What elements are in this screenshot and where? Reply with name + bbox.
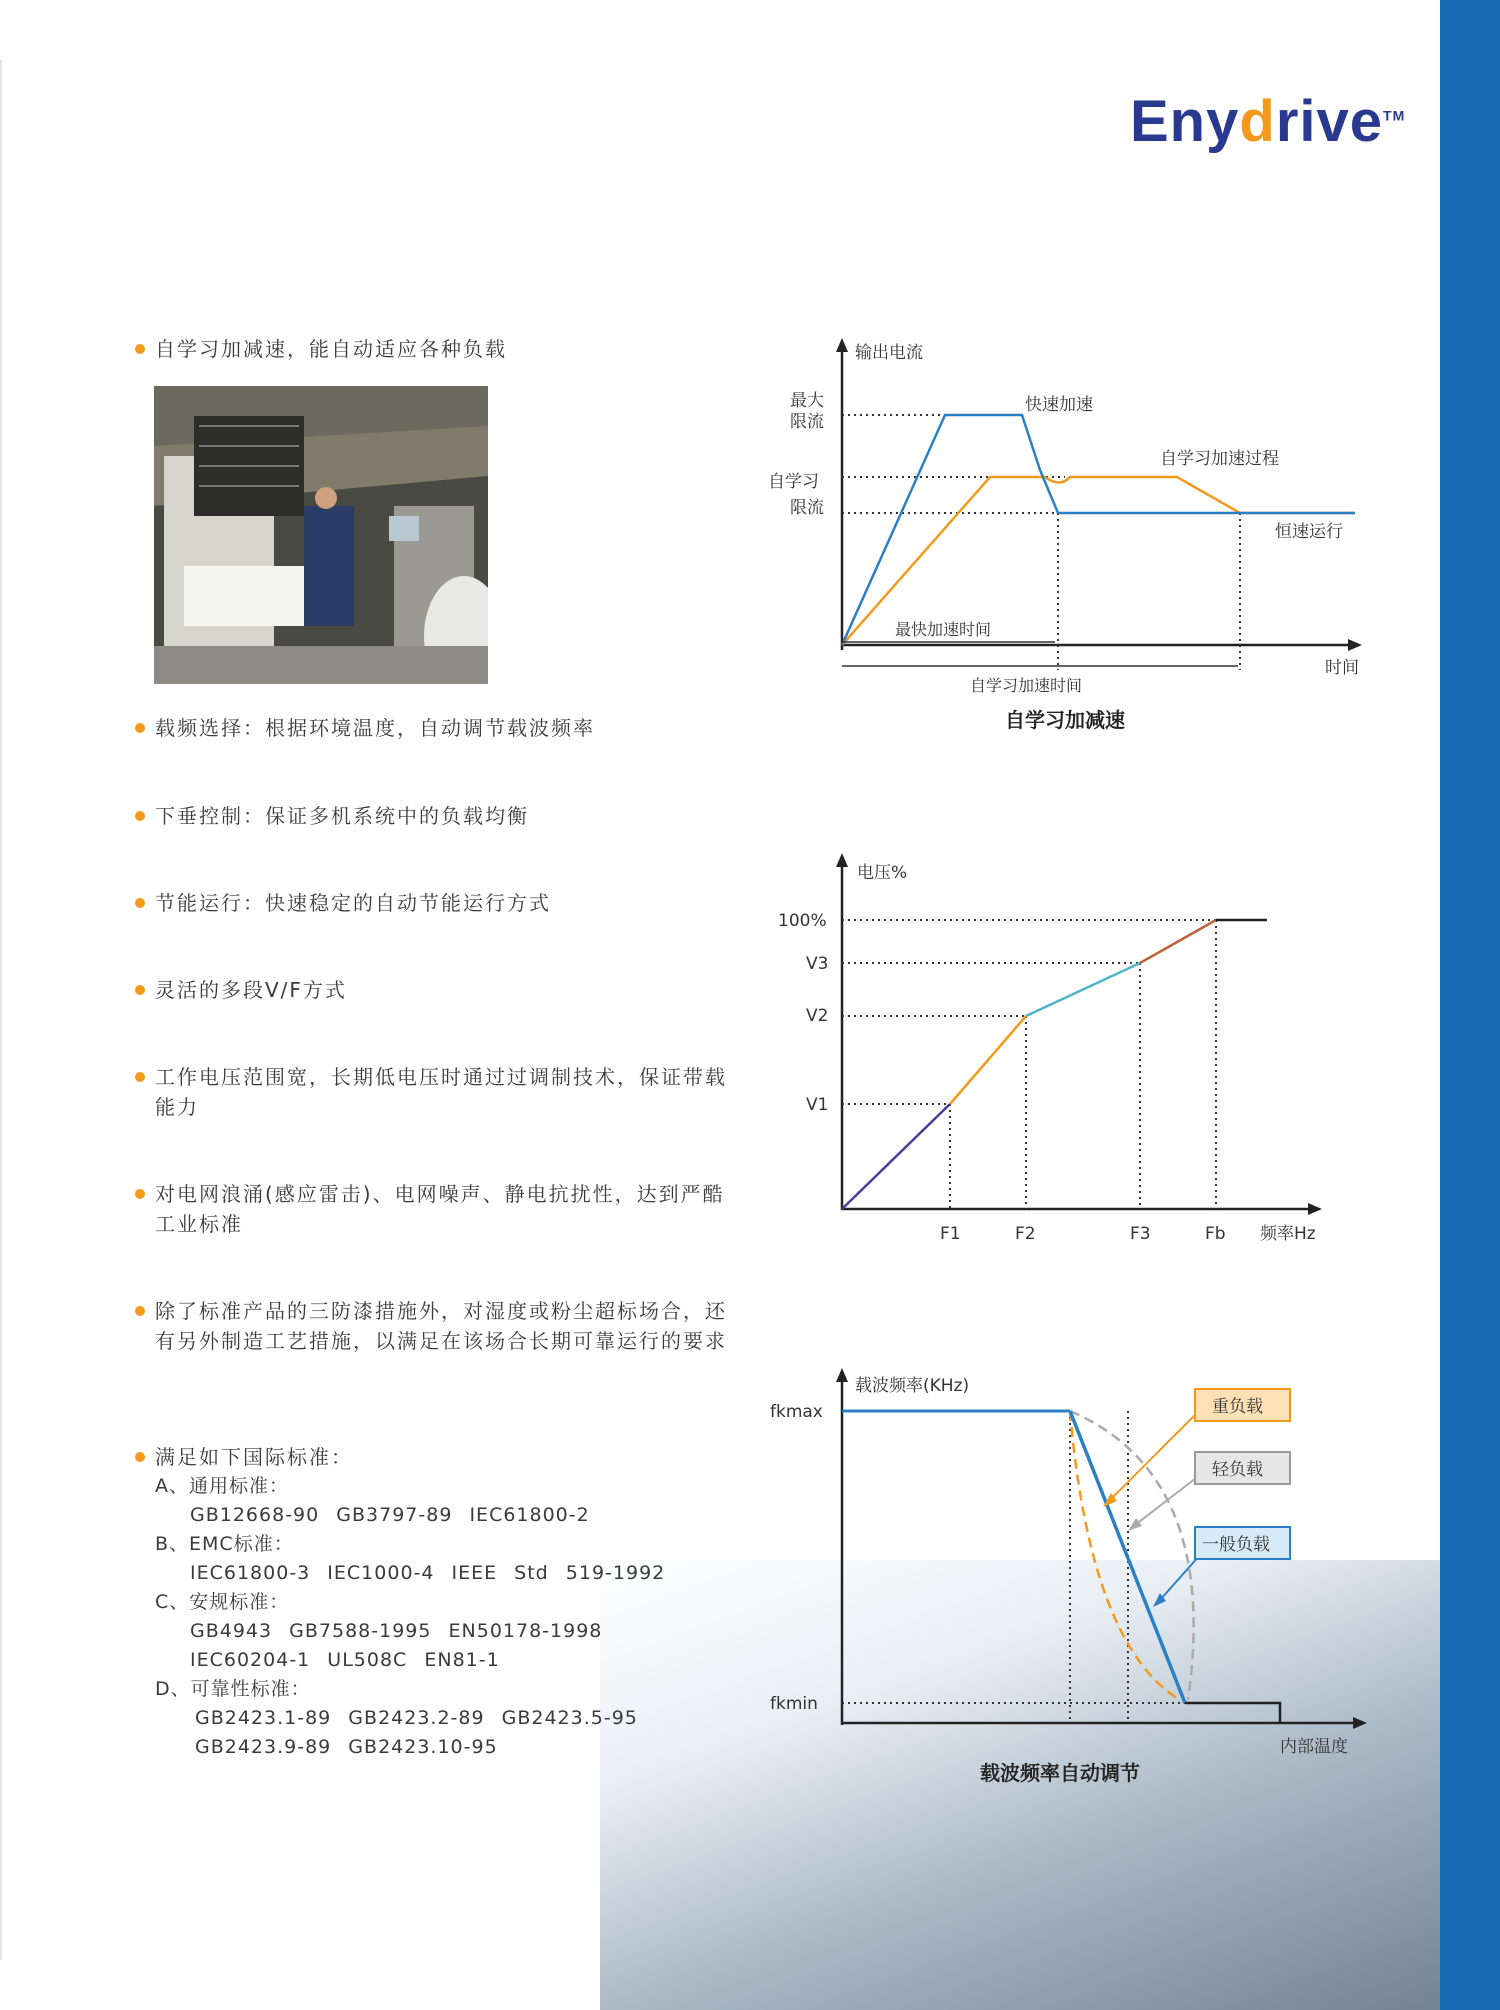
chart-carrier-frequency (750, 1355, 1390, 1795)
bullet-dot (135, 811, 145, 821)
bullet-dot (135, 344, 145, 354)
self-time-label: 自学习加速时间 (970, 676, 1083, 695)
vf-segment-1 (842, 1104, 950, 1209)
self-limit-label: 限流 (790, 498, 824, 518)
light-pointer-arrow (1128, 1518, 1142, 1531)
x-axis-label: 频率Hz (1260, 1224, 1316, 1244)
blue-side-band (1440, 0, 1500, 2010)
bullet-dot (135, 1189, 145, 1199)
light-pointer (1135, 1475, 1200, 1525)
vf-guides (842, 920, 1216, 1209)
vf-segment-4 (1140, 920, 1216, 963)
light-load-label: 轻负载 (1212, 1460, 1263, 1480)
bullet-dot (135, 1452, 145, 1462)
y-axis-label: 输出电流 (855, 343, 923, 363)
y-tick-v3: V3 (806, 954, 829, 974)
standard-label-a: A、通用标准： (155, 1475, 289, 1497)
y-axis-arrow (836, 853, 848, 867)
x-axis-label: 时间 (1325, 658, 1359, 678)
self-limit-label: 自学习 (768, 472, 819, 492)
feature-item: 节能运行：快速稳定的自动节能运行方式 (135, 888, 735, 918)
x-axis-label: 内部温度 (1280, 1737, 1348, 1757)
x-tick-f1: F1 (940, 1224, 961, 1244)
chart-self-learning-accel (750, 330, 1390, 740)
standard-values-d2: GB2423.9-89 GB2423.10-95 (195, 1736, 498, 1758)
fkmax-label: fkmax (770, 1402, 823, 1422)
standard-values-b: IEC61800-3 IEC1000-4 IEEE Std 519-1992 (190, 1562, 666, 1584)
chart-vf-curve (750, 840, 1350, 1250)
feature-item: 满足如下国际标准： (135, 1442, 735, 1472)
standard-values-c1: GB4943 GB7588-1995 EN50178-1998 (190, 1620, 603, 1642)
max-limit-label: 最大 (790, 391, 824, 411)
fkmin-label: fkmin (770, 1694, 818, 1714)
standard-label-b: B、EMC标准： (155, 1533, 294, 1555)
feature-item: 自学习加减速，能自动适应各种负载 (135, 334, 735, 364)
standard-values-a: GB12668-90 GB3797-89 IEC61800-2 (190, 1504, 590, 1526)
x-tick-f2: F2 (1015, 1224, 1036, 1244)
y-tick-v1: V1 (806, 1095, 829, 1115)
normal-pointer (1160, 1555, 1200, 1600)
fastest-time-label: 最快加速时间 (895, 620, 992, 639)
fkmin-line (1185, 1703, 1280, 1723)
y-tick-100: 100% (778, 911, 827, 931)
page-left-rule (0, 60, 2, 1960)
y-axis-label: 载波频率(KHz) (855, 1376, 970, 1396)
normal-load-label: 一般负载 (1202, 1535, 1270, 1555)
y-axis-arrow (836, 1368, 848, 1382)
max-limit-label: 限流 (790, 412, 824, 432)
feature-item: 除了标准产品的三防漆措施外，对湿度或粉尘超标场合，还有另外制造工艺措施，以满足在该场合长期可靠运行的要求 (135, 1296, 735, 1356)
feature-item: 灵活的多段V/F方式 (135, 975, 735, 1005)
enydrive-logo: Enydrive™ (1130, 89, 1406, 154)
bullet-dot (135, 985, 145, 995)
bullet-dot (135, 1306, 145, 1316)
self-accel-label: 自学习加速过程 (1160, 449, 1279, 469)
standards-list (155, 1472, 665, 1762)
y-tick-v2: V2 (806, 1006, 829, 1026)
chart3-title: 载波频率自动调节 (980, 1761, 1140, 1785)
bullet-dot (135, 1072, 145, 1082)
vf-segment-2 (950, 1016, 1026, 1104)
y-axis-arrow (836, 338, 848, 352)
standard-values-c2: IEC60204-1 UL508C EN81-1 (190, 1649, 500, 1671)
vf-segment-3 (1026, 963, 1140, 1016)
standard-label-d: D、可靠性标准： (155, 1678, 311, 1700)
feature-item: 下垂控制：保证多机系统中的负载均衡 (135, 801, 735, 831)
bullet-dot (135, 723, 145, 733)
standard-values-d1: GB2423.1-89 GB2423.2-89 GB2423.5-95 (195, 1707, 638, 1729)
feature-item: 载频选择：根据环境温度，自动调节载波频率 (135, 713, 735, 743)
carrier-guides (842, 1411, 1185, 1723)
bullet-dot (135, 898, 145, 908)
constant-run-label: 恒速运行 (1275, 522, 1343, 542)
x-axis-arrow (1348, 639, 1362, 651)
x-axis-arrow (1353, 1717, 1367, 1729)
fast-accel-label: 快速加速 (1025, 395, 1093, 415)
factory-worker-photo (154, 386, 488, 684)
chart1-title: 自学习加减速 (1005, 708, 1125, 732)
x-tick-f3: F3 (1130, 1224, 1151, 1244)
x-tick-fb: Fb (1205, 1224, 1226, 1244)
y-axis-label: 电压% (857, 863, 908, 883)
standard-label-c: C、安规标准： (155, 1591, 290, 1613)
heavy-load-label: 重负载 (1212, 1397, 1263, 1417)
feature-item: 对电网浪涌(感应雷击)、电网噪声、静电抗扰性，达到严酷工业标准 (135, 1179, 735, 1239)
feature-item: 工作电压范围宽，长期低电压时通过过调制技术，保证带载能力 (135, 1062, 735, 1122)
x-axis-arrow (1308, 1203, 1322, 1215)
